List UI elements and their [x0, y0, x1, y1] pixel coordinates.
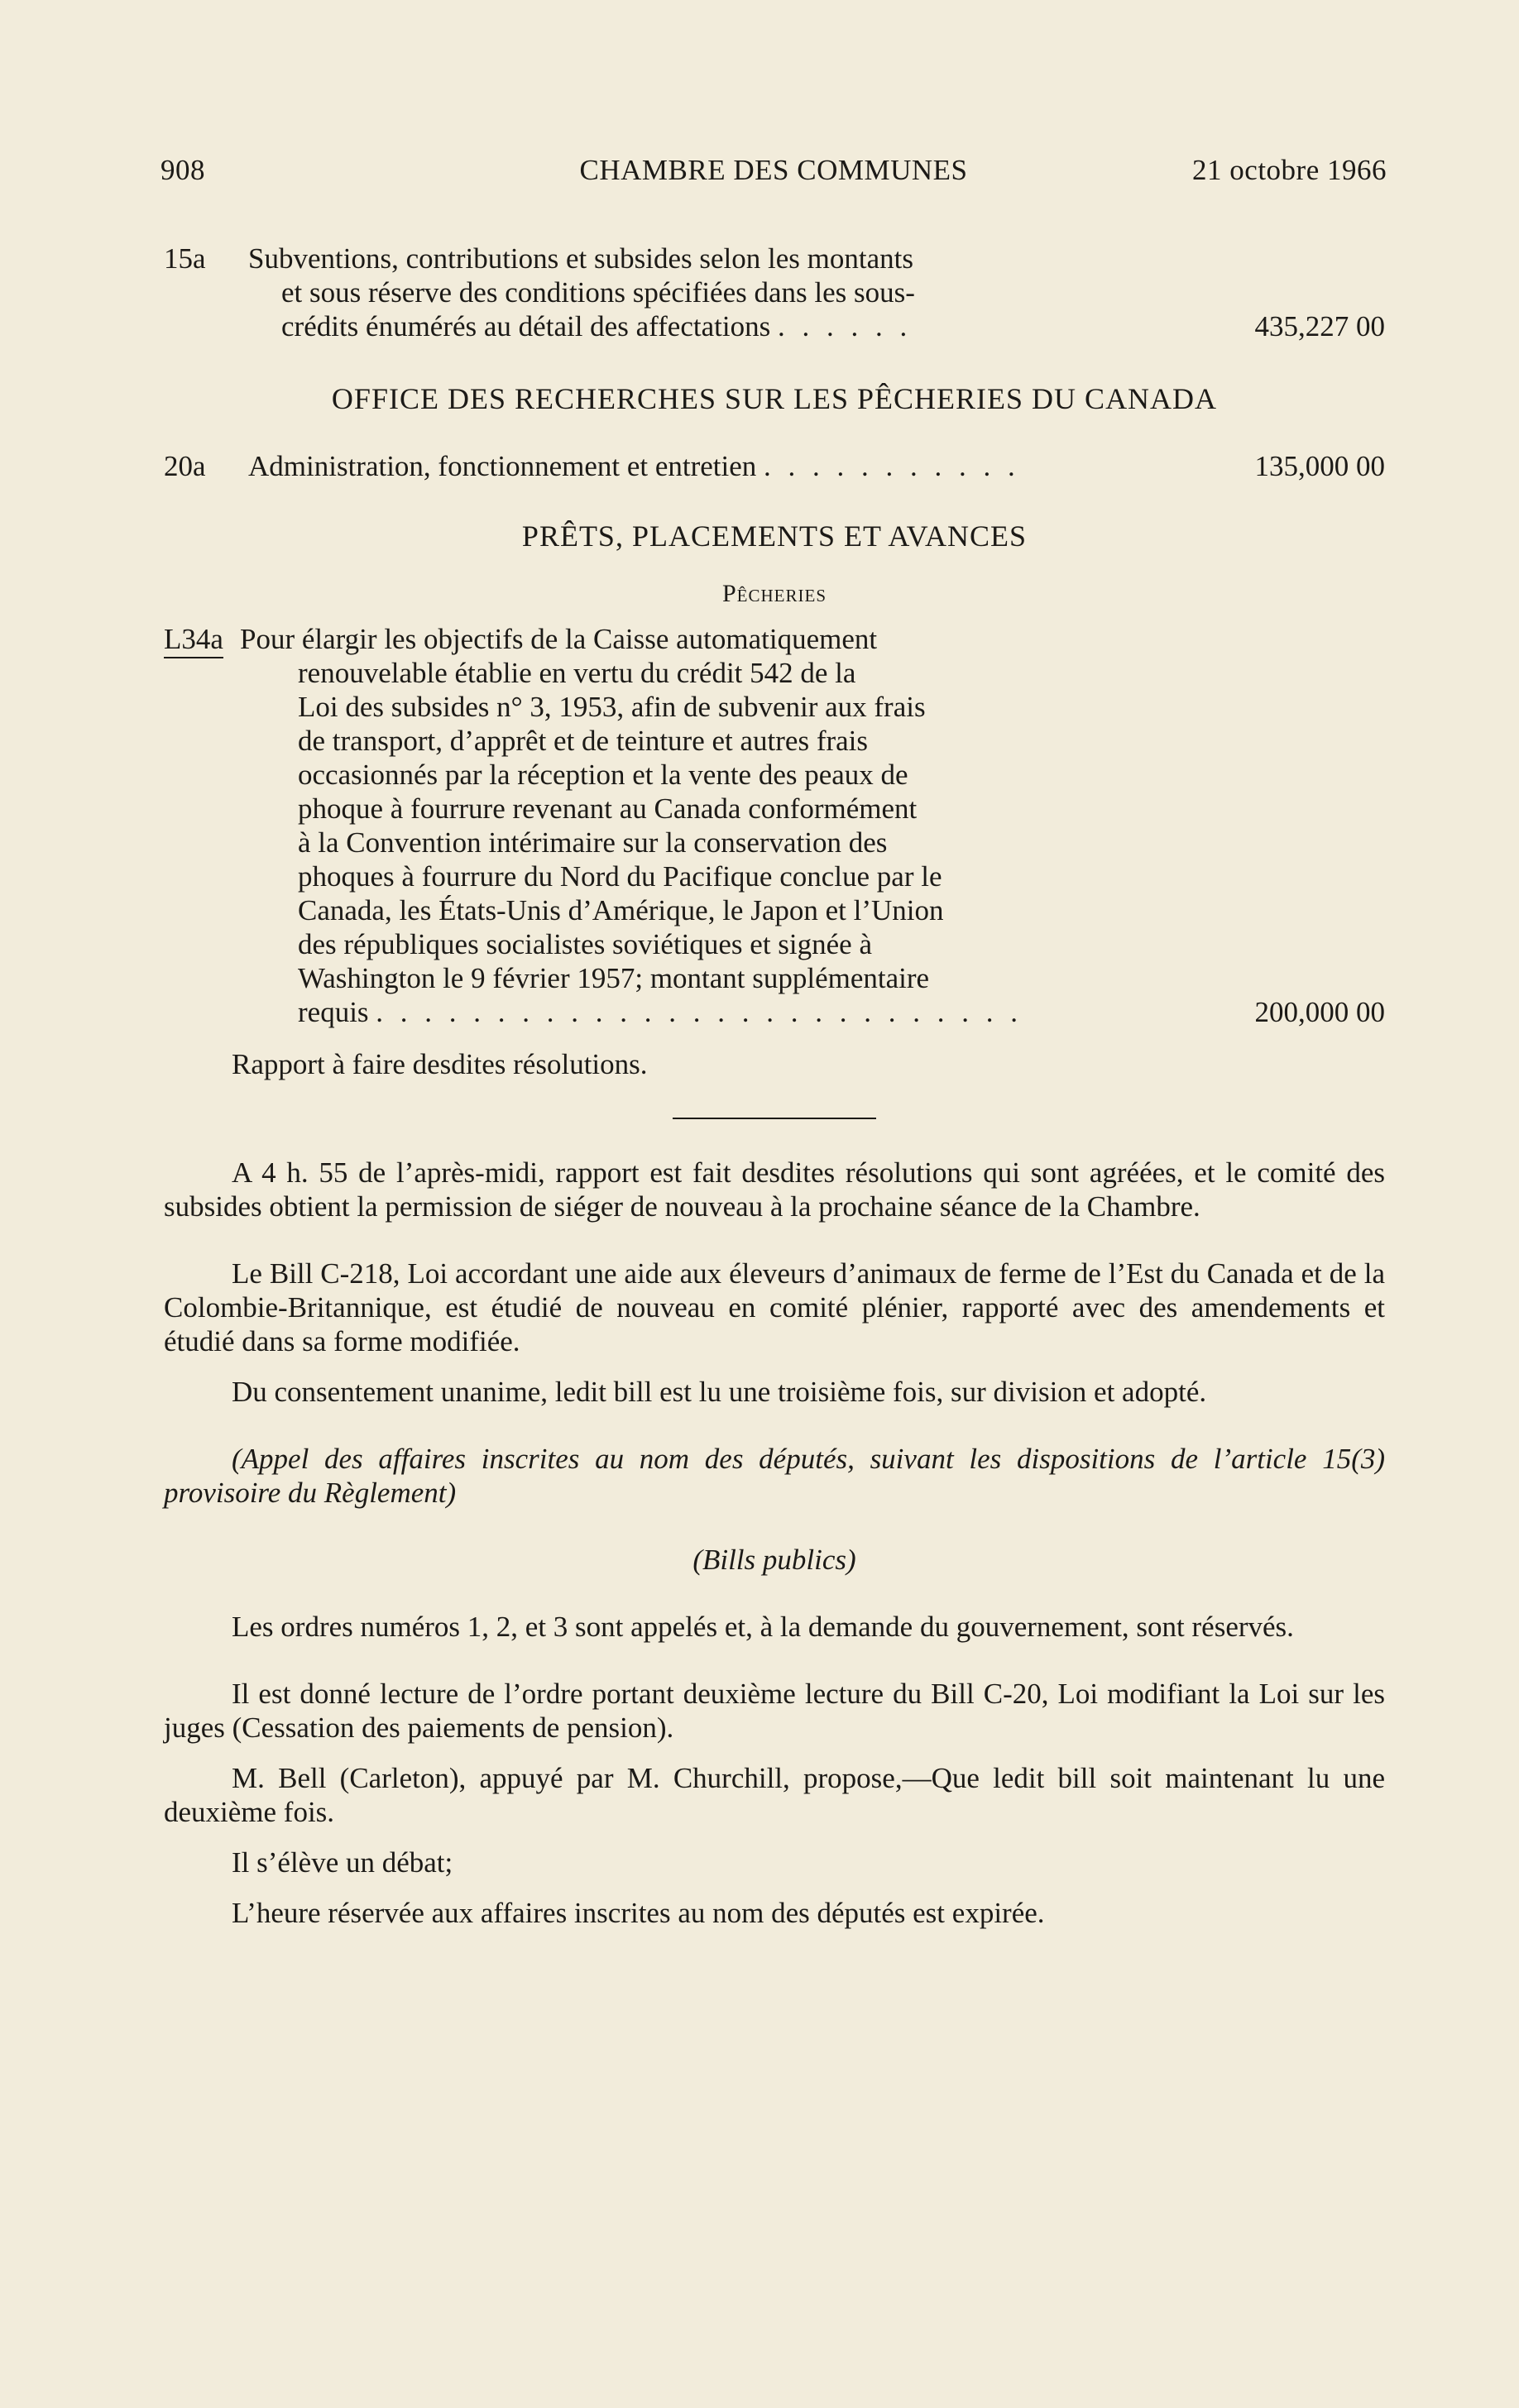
vote-text-line: occasionnés par la réception et la vente des peaux de [298, 759, 908, 791]
paragraph: Il est donné lecture de l’ordre portant deuxième lecture du Bill C-20, Loi modifiant la Loi sur les juges (Cessation des paiements de pension). [164, 1678, 1385, 1744]
vote-item-20a [164, 449, 1385, 483]
section-heading: PRÊTS, PLACEMENTS ET AVANCES [521, 519, 1028, 553]
vote-text-line: Loi des subsides n° 3, 1953, afin de subvenir aux frais [298, 691, 926, 723]
subsection-heading: Pêcheries [721, 580, 827, 607]
vote-text-line: et sous réserve des conditions spécifiées dans les sous- [281, 276, 915, 309]
page-body [164, 242, 1385, 1930]
paragraph: M. Bell (Carleton), appuyé par M. Churchill, propose,—Que ledit bill soit maintenant lu une deuxième fois. [164, 1762, 1385, 1828]
vote-number: 15a [164, 242, 206, 275]
vote-text-line: renouvelable établie en vertu du crédit 542 de la [298, 657, 856, 689]
vote-text-line: Washington le 9 février 1957; montant supplémentaire [298, 962, 930, 994]
paragraph: Le Bill C-218, Loi accordant une aide aux éleveurs d’animaux de ferme de l’Est du Canada et de la Colombie-Britannique, est étudié de nouveau en comité plénier, rapporté avec des amendements et étudié dans sa forme modifiée. [164, 1257, 1385, 1357]
paragraph: A 4 h. 55 de l’après-midi, rapport est fait desdites résolutions qui sont agréées, et le comité des subsides obtient la permission de siéger de nouveau à la prochaine séance de la Chambre. [164, 1156, 1385, 1223]
vote-text-line: phoques à fourrure du Nord du Pacifique conclue par le [298, 860, 942, 893]
subsection-heading: (Bills publics) [692, 1544, 856, 1576]
report-line: Rapport à faire desdites résolutions. [232, 1048, 648, 1080]
vote-amount: 200,000 00 [1254, 996, 1385, 1028]
paragraph: Les ordres numéros 1, 2, et 3 sont appelés et, à la demande du gouvernement, sont réservés. [232, 1611, 1294, 1643]
vote-text-line: phoque à fourrure revenant au Canada conformément [298, 792, 918, 825]
paragraph: Il s’élève un débat; [232, 1846, 453, 1879]
vote-text-line: requis . . . . . . . . . . . . . . . . . . . . . . . . . . . [298, 996, 1023, 1028]
vote-text-line: crédits énumérés au détail des affectations . . . . . . [281, 310, 913, 342]
vote-number: 20a [164, 450, 206, 482]
vote-number: L34a [164, 622, 248, 1029]
italic-note: (Appel des affaires inscrites au nom des députés, suivant les dispositions de l’article 15(3) provisoire du Règlement) [164, 1443, 1385, 1509]
paragraph: Du consentement unanime, ledit bill est lu une troisième fois, sur division et adopté. [232, 1376, 1207, 1408]
vote-text-line: Canada, les États-Unis d’Amérique, le Japon et l’Union [298, 894, 944, 926]
vote-amount: 435,227 00 [1254, 310, 1385, 342]
vote-text-line: à la Convention intérimaire sur la conservation des [298, 826, 888, 859]
vote-text-line: Pour élargir les objectifs de la Caisse automatiquement [240, 623, 878, 655]
leader-dots: . . . . . . . . . . . [764, 450, 1020, 482]
paragraph: L’heure réservée aux affaires inscrites au nom des députés est expirée. [232, 1897, 1045, 1929]
journal-title: CHAMBRE DES COMMUNES [579, 154, 968, 186]
header-date: 21 octobre 1966 [1192, 154, 1387, 186]
vote-item-l34a [164, 622, 1385, 1029]
vote-amount: 135,000 00 [1254, 450, 1385, 482]
leader-dots: . . . . . . [777, 310, 913, 342]
vote-text-line: de transport, d’apprêt et de teinture et autres frais [298, 725, 869, 757]
vote-text-line: des républiques socialistes soviétiques et signée à [298, 928, 873, 960]
vote-text-line: Subventions, contributions et subsides selon les montants [248, 242, 913, 275]
vote-text-line: Administration, fonctionnement et entretien [248, 450, 757, 482]
page-number: 908 [161, 154, 205, 186]
vote-item-15a [164, 242, 1385, 346]
leader-dots: . . . . . . . . . . . . . . . . . . . . . . . . . . . [376, 996, 1023, 1028]
section-heading: OFFICE DES RECHERCHES SUR LES PÊCHERIES DU CANADA [331, 382, 1218, 415]
